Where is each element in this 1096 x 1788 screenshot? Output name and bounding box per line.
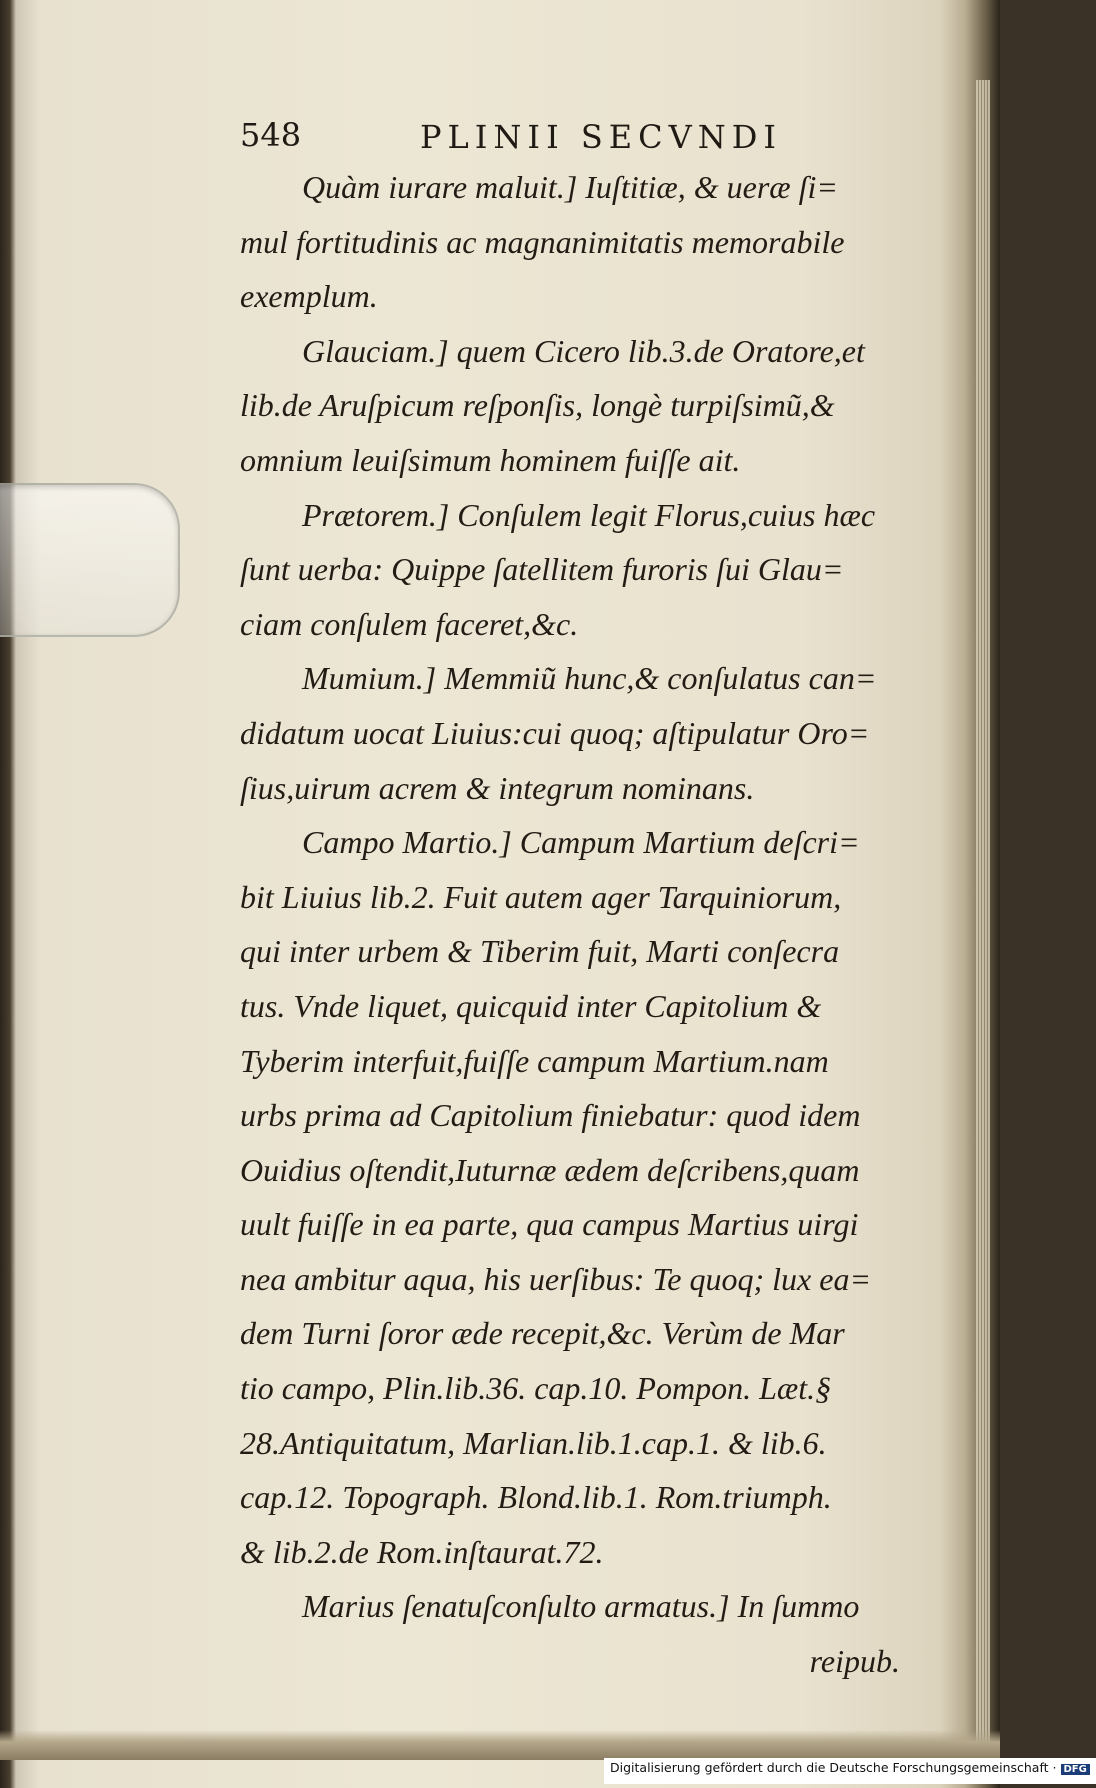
- text-line: urbs prima ad Capitolium finiebatur: quod idem: [240, 1097, 861, 1134]
- text-line: Marius ſenatuſconſulto armatus.] In ſummo: [302, 1588, 860, 1625]
- text-line: Glauciam.] quem Cicero lib.3.de Oratore,et: [302, 332, 865, 369]
- text-line: Prætorem.] Conſulem legit Florus,cuius hæc: [302, 496, 876, 533]
- text-line: qui inter urbem & Tiberim fuit, Marti conſecra: [240, 933, 840, 970]
- dfg-logo: DFG: [1061, 1764, 1090, 1775]
- text-line: tus. Vnde liquet, quicquid inter Capitolium &: [240, 987, 822, 1024]
- text-line: mul fortitudinis ac magnanimitatis memorabile: [240, 223, 845, 260]
- text-line: Ouidius oſtendit,Iuturnæ ædem deſcribens,quam: [240, 1151, 860, 1188]
- text-line: dem Turni ſoror æde recepit,&c. Verùm de Mar: [240, 1315, 845, 1352]
- page-bottom-edge: [0, 1730, 1000, 1760]
- text-line: ſius,uirum acrem & integrum nominans.: [240, 769, 755, 806]
- commentary-text: [240, 160, 900, 1689]
- text-line: tio campo, Plin.lib.36. cap.10. Pompon. Læt.§: [240, 1370, 832, 1407]
- text-line: & lib.2.de Rom.inſtaurat.72.: [240, 1533, 604, 1570]
- catchword: reipub.: [809, 1643, 900, 1680]
- running-title: PLINII SECVNDI: [420, 118, 783, 156]
- text-line: exemplum.: [240, 278, 378, 315]
- text-line: omnium leuiſsimum hominem fuiſſe ait.: [240, 441, 741, 478]
- text-line: 28.Antiquitatum, Marlian.lib.1.cap.1. & lib.6.: [240, 1424, 827, 1461]
- page-header: [240, 112, 800, 160]
- text-line: didatum uocat Liuius:cui quoq; aſtipulatur Oro=: [240, 714, 870, 751]
- text-line: ciam conſulem faceret,&c.: [240, 605, 579, 642]
- text-line: Campo Martio.] Campum Martium deſcri=: [302, 824, 860, 861]
- digitization-credit: [604, 1758, 1096, 1784]
- page-number: 548: [240, 116, 302, 154]
- bookmark-clip: [0, 483, 180, 637]
- text-line: Mumium.] Memmiũ hunc,& conſulatus can=: [302, 660, 877, 697]
- page-stack-edge: [976, 80, 990, 1760]
- text-line: Quàm iurare maluit.] Iuſtitiæ, & ueræ ſi=: [302, 169, 838, 205]
- text-line: Tyberim interfuit,fuiſſe campum Martium.nam: [240, 1042, 829, 1079]
- text-line: lib.de Aruſpicum reſponſis, longè turpiſsimũ,&: [240, 387, 835, 424]
- text-line: cap.12. Topograph. Blond.lib.1. Rom.triumph.: [240, 1479, 832, 1516]
- text-line: ſunt uerba: Quippe ſatellitem furoris ſui Glau=: [240, 551, 844, 588]
- text-line: uult fuiſſe in ea parte, qua campus Martius uirgi: [240, 1206, 859, 1243]
- text-line: nea ambitur aqua, his uerſibus: Te quoq; lux ea=: [240, 1260, 872, 1297]
- credit-text: Digitalisierung gefördert durch die Deutsche Forschungsgemeinschaft ·: [610, 1760, 1057, 1775]
- text-line: bit Liuius lib.2. Fuit autem ager Tarquiniorum,: [240, 878, 842, 915]
